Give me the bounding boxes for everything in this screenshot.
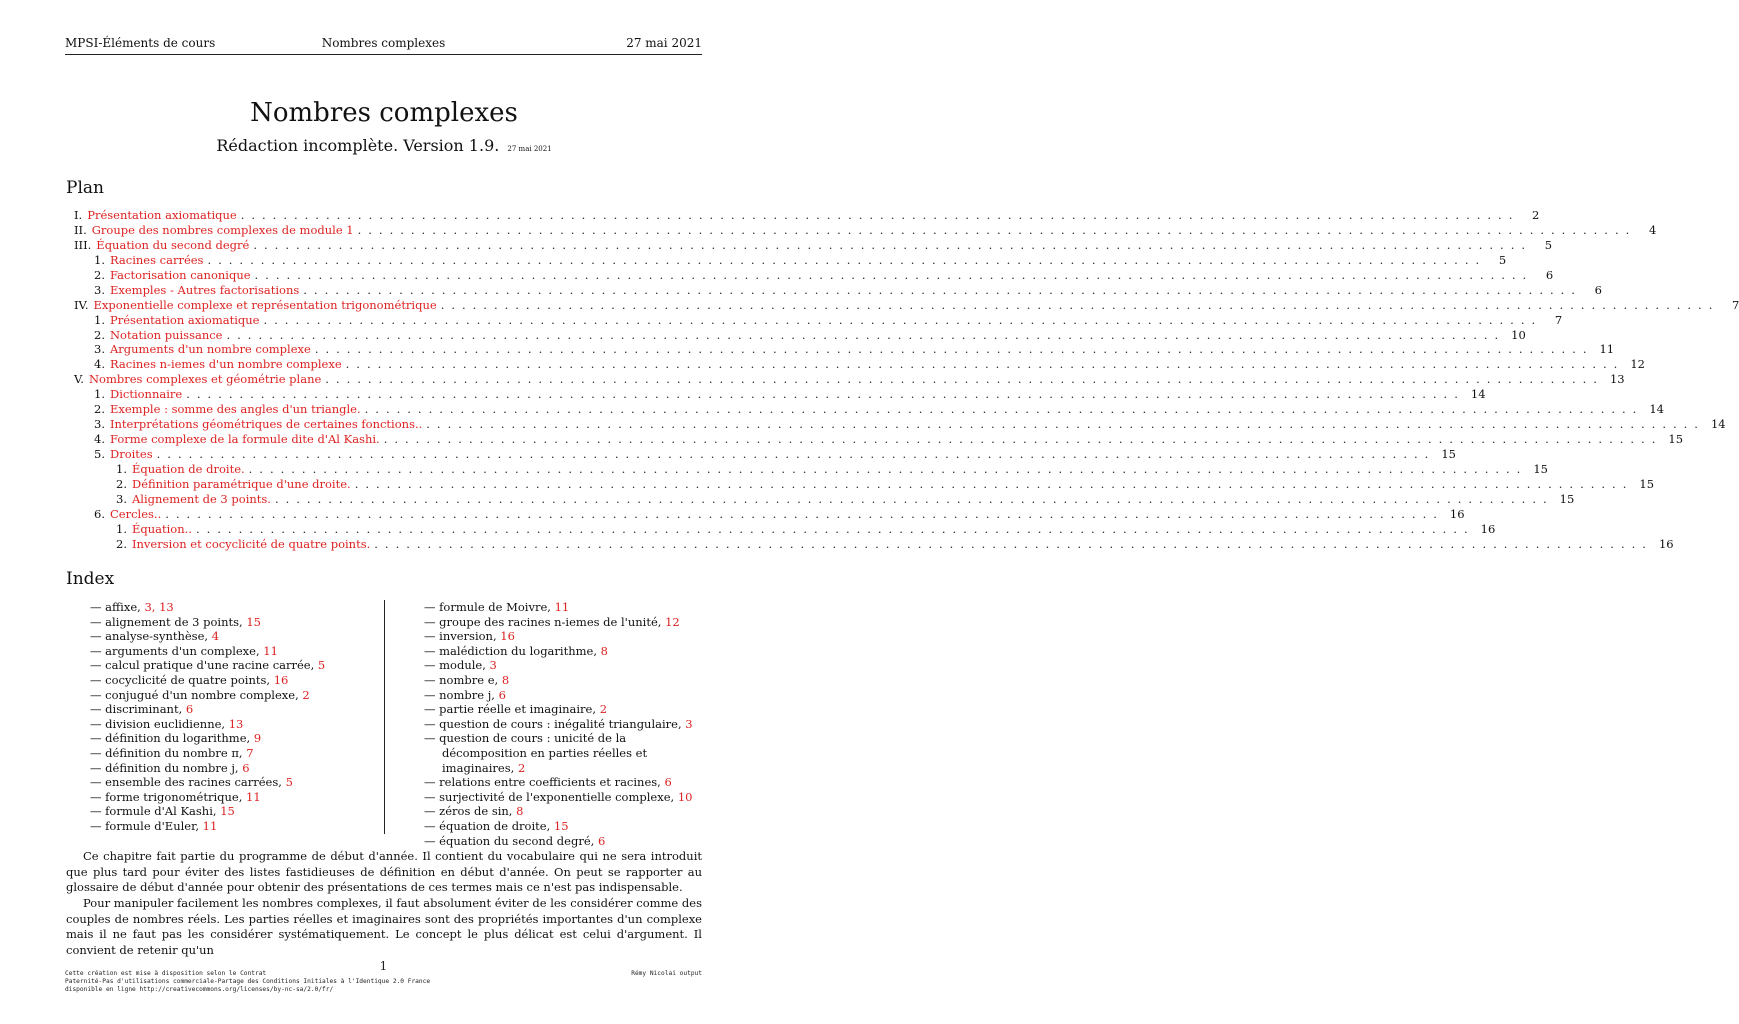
toc-link[interactable]: Équation..: [131, 521, 192, 536]
header-right: 27 mai 2021: [626, 36, 702, 50]
page-number: 1: [379, 959, 388, 973]
index-entry: [424, 673, 706, 688]
toc-page: 16: [1658, 536, 1674, 551]
index-term: — nombre e,: [424, 672, 502, 687]
toc-page: 15: [1441, 447, 1456, 461]
index-entry: [90, 673, 380, 688]
index-column-left: [90, 600, 380, 834]
index-page-link[interactable]: 7: [246, 745, 254, 760]
index-term: — équation de droite,: [424, 818, 554, 833]
toc-page: 10: [1511, 327, 1526, 342]
toc-leader: ........................................................................................................................: [345, 357, 1625, 372]
index-page-link[interactable]: 2: [517, 760, 526, 775]
toc-leader: ........................................................................................................................: [254, 267, 1534, 282]
toc-entry[interactable]: [74, 506, 1465, 522]
index-entry: [90, 688, 380, 703]
index-term: — zéros de sin,: [424, 804, 517, 819]
toc-link[interactable]: Droites: [109, 447, 153, 461]
toc-leader: ........................................................................................................................: [207, 252, 1487, 267]
paragraph-manipulation: Pour manipuler facilement les nombres complexes, il faut absolument éviter de les considérer comme des couples de nombres réels. Les parties réelles et imaginaires sont des propriétés importantes d'un complexe mais il ne faut pas les considérer systématiquement. Le concept le plus délicat est celui d'argument. Il convient de retenir qu'un: [66, 896, 702, 957]
toc-link[interactable]: Racines n-iemes d'un nombre complexe: [109, 357, 342, 372]
license-line-1: Cette création est mise à disposition selon le Contrat: [65, 970, 267, 977]
index-page-link[interactable]: 16: [273, 672, 289, 687]
index-page-link[interactable]: 6: [664, 775, 672, 790]
index-page-link[interactable]: 3: [685, 716, 693, 731]
index-entry: [90, 775, 380, 790]
index-page-link[interactable]: 3, 13: [144, 600, 174, 614]
index-divider: [384, 600, 385, 834]
toc-number: 1.: [116, 521, 127, 536]
toc-page: 15: [1639, 476, 1655, 491]
toc-page: 15: [1559, 491, 1575, 506]
index-page-link[interactable]: 8: [516, 804, 524, 819]
toc-page: 12: [1630, 357, 1645, 372]
toc-entry[interactable]: [74, 491, 1575, 507]
license-notice: [65, 970, 485, 994]
header-center: Nombres complexes: [321, 36, 446, 50]
index-entry: [90, 819, 380, 834]
toc-page: 7: [1554, 312, 1563, 327]
toc-entry[interactable]: [74, 387, 1486, 402]
index-term: — conjugué d'un nombre complexe,: [90, 687, 303, 702]
index-page-link[interactable]: 12: [665, 614, 680, 629]
toc-page: 5: [1544, 237, 1553, 252]
toc-entry[interactable]: [74, 447, 1456, 462]
toc-entry[interactable]: [74, 432, 1684, 447]
index-entry: [90, 717, 380, 732]
toc-number: 5.: [94, 447, 105, 461]
toc-number: II.: [74, 222, 87, 237]
toc-leader: ........................................................................................................................: [195, 521, 1475, 536]
document-subtitle: [0, 136, 768, 155]
index-term: — relations entre coefficients et racines,: [424, 775, 665, 790]
author: Rémy Nicolai output: [631, 970, 702, 977]
toc-leader: ........................................................................................................................: [303, 282, 1582, 297]
index-entry: [90, 629, 380, 644]
toc-entry[interactable]: [74, 461, 1548, 477]
toc-leader: ........................................................................................................................: [156, 447, 1436, 461]
index-term: — définition du logarithme,: [90, 731, 254, 746]
toc-leader: ........................................................................................................................: [374, 536, 1653, 551]
toc-number: 1.: [94, 252, 105, 267]
toc-leader: ........................................................................................................................: [354, 476, 1634, 491]
license-line-2: Paternité-Pas d'utilisations commerciale-Partage des Conditions Initiales à l'Identique 2.0 France: [65, 978, 431, 985]
index-entry: [90, 658, 380, 673]
toc-leader: ........................................................................................................................: [426, 417, 1705, 432]
toc-link[interactable]: Alignement de 3 points.: [131, 491, 271, 506]
toc-leader: ........................................................................................................................: [383, 432, 1663, 447]
toc-link[interactable]: Arguments d'un nombre complexe: [109, 342, 311, 357]
index-heading: Index: [66, 569, 115, 589]
index-entry: [424, 629, 706, 644]
header-left: MPSI-Éléments de cours: [65, 36, 216, 50]
toc-number: 3.: [94, 282, 105, 297]
header-rule: [65, 54, 702, 55]
index-entry: [424, 688, 706, 703]
index-entry: [424, 717, 706, 732]
index-page-link[interactable]: 11: [263, 643, 278, 658]
index-term: — affixe,: [90, 600, 145, 614]
toc-page: 14: [1710, 417, 1726, 432]
toc-link[interactable]: Exponentielle complexe et représentation trigonométrique: [93, 297, 437, 312]
running-header: [65, 36, 702, 50]
toc-entry[interactable]: [74, 342, 1615, 357]
index-page-link[interactable]: 10: [677, 789, 693, 804]
index-page-link[interactable]: 11: [246, 789, 261, 804]
index-term: — question de cours : inégalité triangulaire,: [424, 716, 686, 731]
index-entry: [90, 644, 380, 659]
index-term: — analyse-synthèse,: [90, 629, 212, 644]
index-term: — cocyclicité de quatre points,: [90, 672, 274, 687]
toc-entry[interactable]: [74, 327, 1526, 343]
toc-leader: ........................................................................................................................: [314, 342, 1594, 357]
toc-link[interactable]: Notation puissance: [109, 327, 223, 342]
index-term: — formule de Moivre,: [424, 600, 555, 614]
toc-page: 16: [1480, 521, 1496, 536]
toc-page: 15: [1533, 461, 1548, 476]
index-entry: [90, 790, 380, 805]
toc-leader: ........................................................................................................................: [364, 402, 1644, 417]
index-term: — partie réelle et imaginaire,: [424, 702, 600, 717]
index-entry: [424, 804, 706, 819]
index-term: — calcul pratique d'une racine carrée,: [90, 658, 318, 673]
index-page-link[interactable]: 6: [597, 833, 606, 848]
index-page-link[interactable]: 6: [242, 760, 250, 775]
toc-leader: ........................................................................................................................: [253, 237, 1533, 252]
toc-page: 5: [1498, 252, 1507, 267]
toc-number: 1.: [94, 387, 105, 402]
toc-page: 6: [1545, 267, 1554, 282]
toc-number: 4.: [94, 357, 105, 372]
index-page-link[interactable]: 5: [317, 658, 326, 673]
toc-page: 14: [1649, 402, 1664, 417]
index-entry: [90, 731, 380, 746]
toc-page: 15: [1668, 432, 1684, 447]
toc-entry[interactable]: [74, 536, 1674, 552]
index-page-link[interactable]: 5: [285, 775, 293, 790]
toc-page: 6: [1594, 282, 1602, 297]
index-page-link[interactable]: 8: [600, 643, 608, 658]
toc-entry[interactable]: [74, 417, 1726, 432]
toc-number: I.: [74, 208, 83, 222]
index-entry: [424, 702, 706, 717]
index-entry: [424, 644, 706, 659]
toc-link[interactable]: Inversion et cocyclicité de quatre points.: [131, 536, 371, 551]
index-entry: [90, 746, 380, 761]
toc-page: 4: [1648, 222, 1657, 237]
index-term: — forme trigonométrique,: [90, 789, 247, 804]
index-entry: [90, 600, 380, 615]
toc-number: 6.: [94, 506, 105, 521]
index-entry: [424, 775, 706, 790]
toc-entry[interactable]: [74, 402, 1664, 417]
toc-link[interactable]: Nombres complexes et géométrie plane: [88, 372, 322, 387]
index-page-link[interactable]: 16: [500, 629, 515, 644]
license-line-3[interactable]: disponible en ligne http://creativecommons.org/licenses/by-nc-sa/2.0/fr/: [65, 986, 334, 993]
toc-entry[interactable]: [74, 282, 1602, 298]
index-term: — groupe des racines n-iemes de l'unité,: [424, 614, 666, 629]
toc-leader: ........................................................................................................................: [248, 461, 1528, 476]
toc-number: 2.: [94, 267, 105, 282]
toc-link[interactable]: Interprétations géométriques de certaines fonctions..: [109, 417, 423, 432]
index-entry: [424, 834, 706, 849]
table-of-contents: [74, 208, 1739, 552]
index-entry: [424, 658, 706, 673]
index-page-link[interactable]: 15: [553, 818, 569, 833]
toc-entry[interactable]: [74, 297, 1739, 313]
toc-leader: ........................................................................................................................: [357, 222, 1637, 237]
index-entry: [424, 615, 706, 630]
toc-link[interactable]: Factorisation canonique: [109, 267, 251, 282]
toc-entry[interactable]: [74, 357, 1645, 372]
toc-number: 2.: [116, 476, 127, 491]
index-term: — arguments d'un complexe,: [90, 643, 264, 658]
toc-leader: ........................................................................................................................: [240, 208, 1520, 222]
index-term: — module,: [424, 658, 490, 673]
toc-leader: ........................................................................................................................: [263, 312, 1543, 327]
toc-number: 2.: [94, 327, 105, 342]
index-entry: [90, 615, 380, 630]
index-page-link[interactable]: 11: [554, 600, 570, 614]
index-term: — division euclidienne,: [90, 716, 229, 731]
document-title: Nombres complexes: [250, 98, 518, 128]
toc-page: 14: [1470, 387, 1486, 402]
toc-entry[interactable]: [74, 521, 1496, 537]
index-page-link[interactable]: 6: [185, 702, 194, 717]
index-term: — malédiction du logarithme,: [424, 643, 601, 658]
index-page-link[interactable]: 15: [220, 804, 235, 819]
plan-heading: Plan: [66, 178, 104, 198]
index-page-link[interactable]: 8: [501, 672, 510, 687]
subtitle-date: 27 mai 2021: [507, 145, 552, 153]
index-term: — nombre j,: [424, 687, 499, 702]
toc-entry[interactable]: [74, 267, 1554, 283]
index-term: — discriminant,: [90, 702, 186, 717]
toc-number: 2.: [94, 402, 105, 417]
toc-number: V.: [74, 372, 84, 387]
index-term: — définition du nombre π,: [90, 745, 247, 760]
toc-entry[interactable]: [74, 252, 1507, 268]
toc-leader: ........................................................................................................................: [440, 297, 1720, 312]
index-entry: [424, 731, 706, 775]
index-page-link[interactable]: 9: [253, 731, 262, 746]
index-page-link[interactable]: 2: [302, 687, 310, 702]
index-entry: [90, 761, 380, 776]
toc-number: III.: [74, 237, 92, 252]
index-page-link[interactable]: 13: [228, 716, 244, 731]
toc-leader: ........................................................................................................................: [226, 327, 1506, 342]
toc-link[interactable]: Présentation axiomatique: [87, 208, 237, 222]
toc-link[interactable]: Forme complexe de la formule dite d'Al Kashi.: [109, 432, 380, 447]
toc-number: 3.: [94, 342, 105, 357]
index-entry: [90, 804, 380, 819]
index-term: — alignement de 3 points,: [90, 614, 247, 629]
index-term: — ensemble des racines carrées,: [90, 775, 286, 790]
index-column-right: [424, 600, 706, 848]
toc-link[interactable]: Exemple : somme des angles d'un triangle.: [109, 402, 361, 417]
index-page-link[interactable]: 2: [599, 702, 608, 717]
toc-number: 4.: [94, 432, 105, 447]
toc-entry[interactable]: [74, 222, 1657, 238]
toc-entry[interactable]: [74, 476, 1655, 492]
index-page-link[interactable]: 4: [211, 629, 220, 644]
index-entry: [424, 819, 706, 834]
toc-link[interactable]: Présentation axiomatique: [109, 312, 260, 327]
index-term: — surjectivité de l'exponentielle complexe,: [424, 789, 678, 804]
toc-link[interactable]: Cercles..: [109, 506, 162, 521]
toc-number: 3.: [94, 417, 105, 432]
subtitle-text: Rédaction incomplète. Version 1.9.: [216, 136, 500, 155]
toc-page: 7: [1732, 297, 1739, 312]
index-entry: [90, 702, 380, 717]
paragraph-intro: Ce chapitre fait partie du programme de début d'année. Il contient du vocabulaire qui ne sera introduit que plus tard pour éviter des listes fastidieuses de définition en début d'année. On peut se rapporter au glossaire de début d'année pour obtenir des présentations de ces termes mais ce n'est pas indispensable.: [66, 849, 702, 895]
toc-entry[interactable]: [74, 312, 1563, 328]
toc-link[interactable]: Groupe des nombres complexes de module 1: [91, 222, 354, 237]
toc-number: 2.: [116, 536, 127, 551]
toc-link[interactable]: Équation de droite.: [131, 461, 245, 476]
toc-leader: ........................................................................................................................: [325, 372, 1604, 387]
toc-leader: ........................................................................................................................: [274, 491, 1554, 506]
toc-page: 11: [1599, 342, 1615, 357]
index-entry: [424, 790, 706, 805]
index-page-link[interactable]: 11: [202, 818, 218, 833]
toc-entry[interactable]: [74, 237, 1553, 253]
toc-number: 3.: [116, 491, 127, 506]
index-page-link[interactable]: 15: [246, 614, 261, 629]
index-term: — définition du nombre j,: [90, 760, 243, 775]
toc-leader: ........................................................................................................................: [186, 387, 1465, 402]
toc-page: 2: [1532, 208, 1540, 222]
toc-page: 13: [1609, 372, 1625, 387]
index-term: — formule d'Al Kashi,: [90, 804, 221, 819]
toc-link[interactable]: Racines carrées: [109, 252, 204, 267]
index-term: — question de cours : unicité de la décomposition en parties réelles et imaginaires,: [424, 731, 648, 775]
toc-number: IV.: [74, 297, 89, 312]
toc-link[interactable]: Définition paramétrique d'une droite.: [131, 476, 351, 491]
toc-number: 1.: [94, 312, 105, 327]
toc-number: 1.: [116, 461, 127, 476]
toc-link[interactable]: Équation du second degré: [96, 237, 250, 252]
index-term: — équation du second degré,: [424, 833, 598, 848]
toc-entry[interactable]: [74, 208, 1540, 223]
toc-link[interactable]: Dictionnaire: [109, 387, 183, 402]
toc-leader: ........................................................................................................................: [165, 506, 1444, 521]
index-term: — inversion,: [424, 629, 501, 644]
toc-entry[interactable]: [74, 372, 1625, 387]
index-page-link[interactable]: 6: [498, 687, 506, 702]
index-entry: [424, 600, 706, 615]
index-page-link[interactable]: 3: [489, 658, 497, 673]
toc-link[interactable]: Exemples - Autres factorisations: [109, 282, 300, 297]
toc-page: 16: [1449, 506, 1465, 521]
index-term: — formule d'Euler,: [90, 818, 203, 833]
